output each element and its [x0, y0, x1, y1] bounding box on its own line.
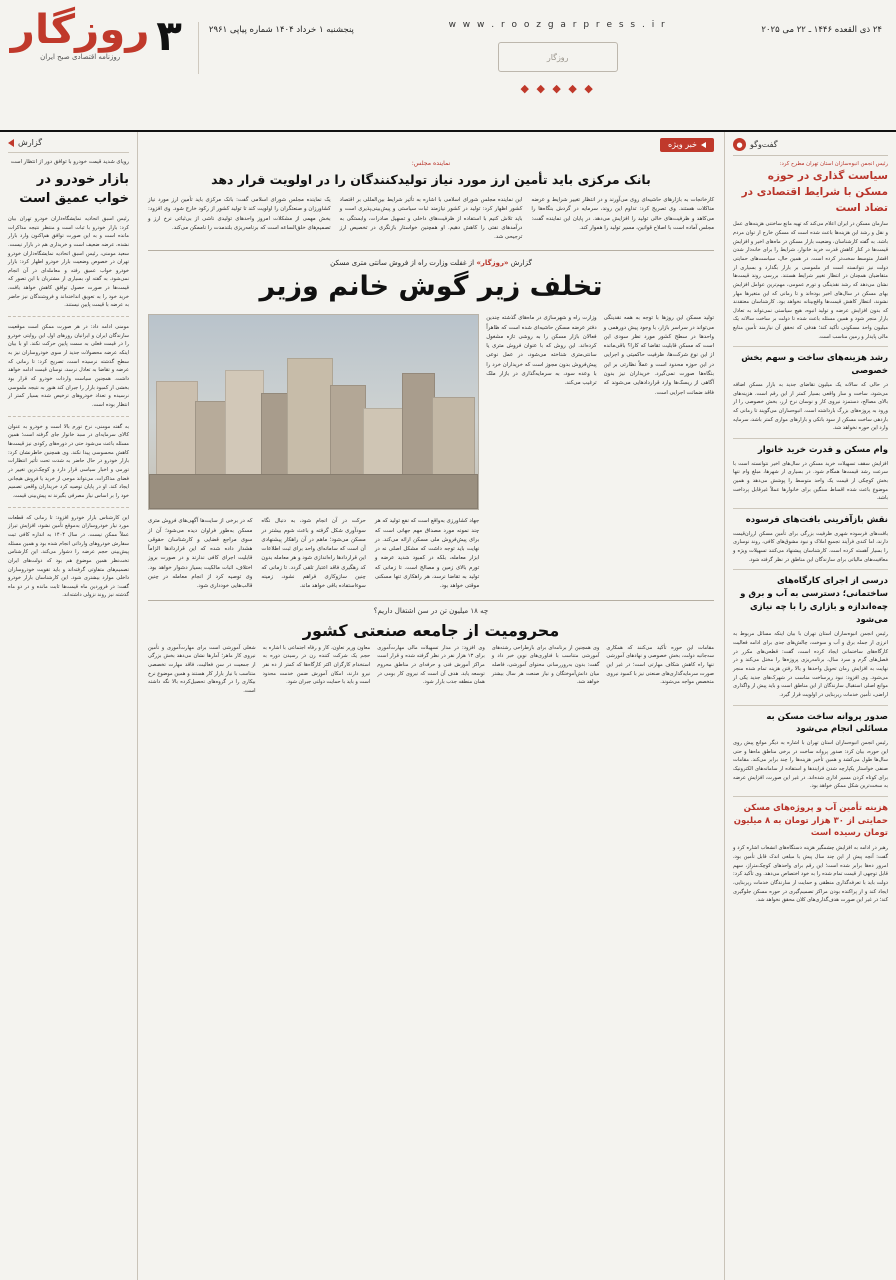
- right-rail-item2-body: در حالی که سالانه یک میلیون تقاضای جدید به بازار مسکن اضافه می‌شود، ساخت و ساز واقعی بسیار کمتر از این رقم است. هزینه‌های بالای مصالح، دستمزد نیروی کار و نوسان نرخ ارز، بخش خصوصی را از ورود به پروژه‌های بزرگ بازداشته است. انبوه‌سازان می‌گویند تا زمانی که بازدهی ساخت مسکن از سود بانکی و بازارهای موازی کمتر باشد، سرمایه وارد این حوزه نخواهد شد.: [733, 381, 888, 432]
- right-rail-item2-title: رشد هزینه‌های ساخت و سهم بخش خصوصی: [741, 353, 888, 377]
- left-rail-col-4: این کارشناس بازار خودرو افزود: تا زمانی که قطعات مورد نیاز خودروسازان به‌موقع تأمین نشود، افزایش تیراژ عملاً ممکن نیست. در سال ۱۴۰۴ به اندازه کافی ثبت سفارش خودروهای وارداتی انجام شده بود و همین مسئله پیش‌بینی حجم عرضه را دشوار می‌کند. این کارشناس تخت‌نظر همین موضوع هم بود که دولت‌های ایران تصمیم‌های متفاوتی گرفته‌اند و باید تقویت خودروسازان داخلی موارد بیشتری شود. این کارشناسان بازار خودرو گفت: در فروردین ماه قیمت‌ها ثابت مانده و در دو ماه گذشته نیز روند نزولی داشته‌اند.: [8, 514, 129, 599]
- right-rail-item4-title: نقش بازآفرینی بافت‌های فرسوده: [745, 514, 888, 525]
- play-triangle-icon: [701, 142, 706, 148]
- page-number: ۳: [156, 10, 182, 60]
- masthead-stamp: روزگار: [498, 42, 618, 72]
- right-rail-item7-title: هزینه تأمین آب و پروژه‌های مسکن حمایتی از ۳۰ هزار تومان به ۸ میلیون تومان رسیده است: [733, 802, 888, 839]
- right-rail-divider-5: [733, 705, 888, 706]
- masthead-dots: ◆ ◆ ◆ ◆ ◆: [520, 82, 595, 95]
- feature-photo-columns: [148, 517, 479, 591]
- right-rail-section-label: گفت‌وگو: [750, 140, 778, 149]
- speech-bubble-icon: ●: [733, 138, 746, 151]
- right-rail-section-header: [733, 138, 888, 156]
- masthead-divider-right: [198, 22, 199, 74]
- feature-col-2-wrap: [604, 314, 714, 591]
- left-rail-divider-1: [8, 316, 129, 317]
- bottom-story-col-3: وی افزود: در مدار تسهیلات مالی مهارت‌آموزی برای ۱۳ هزار نفر در نظر گرفته شده و قرار است مراکز آموزش فنی و حرفه‌ای در مناطق محروم توسعه یابد. هدف آن است که نیروی کار بومی در همان منطقه جذب بازار شود.: [377, 644, 485, 686]
- right-rail-divider-4: [733, 569, 888, 570]
- top-story-col-2: این نماینده مجلس شورای اسلامی با اشاره به تأثیر شرایط بین‌المللی بر اقتصاد کشور اظهار کرد: تولید در کشور نیازمند ثبات سیاستی و پیش‌بینی‌پذیری است و باید تلاش کنیم با استفاده از ظرفیت‌های داخلی و تسهیل صادرات، وابستگی به درآمدهای نفتی را کاهش دهیم. او همچنین خواستار بازنگری در تخصیص ارز ترجیحی شد.: [339, 197, 523, 241]
- top-story-headline: بانک مرکزی باید تأمین ارز مورد نیاز تولیدکنندگان را در اولویت قرار دهد: [211, 172, 651, 187]
- masthead-center: [354, 10, 762, 95]
- bottom-story-col-1: شغلی آموزشی است برای مهارت‌آموزی و تأمین نیروی کار ماهر؛ آمارها نشان می‌دهد بخش بزرگی از جمعیت در سن فعالیت، فاقد مهارت تخصصی متناسب با نیاز بازار کار هستند و همین موضوع نرخ بیکاری را در گروه‌های تحصیل‌کرده بالا نگه داشته است.: [148, 644, 256, 694]
- bottom-story-col-2: معاون وزیر تعاون، کار و رفاه اجتماعی با اشاره به حجم یک شرکت کننده زن در رسیدن دوره به استخدام کارگران اکثر کارگاه‌ها که کمتر از ده نفر نیرو دارند، امکان آموزش ضمن خدمت محدود است و باید با حمایت دولتی جبران شود.: [262, 644, 371, 686]
- bottom-story-col-5: مقامات این حوزه تأکید می‌کنند که همکاری سه‌جانبه دولت، بخش خصوصی و نهادهای آموزشی تنها راه کاهش شکاف مهارتی است؛ در غیر این صورت سرمایه‌گذاری‌های صنعتی نیز با کمبود نیروی متخصص مواجه می‌شوند.: [606, 644, 714, 686]
- feature-body-area: [148, 314, 714, 591]
- feature-col-3: که در برخی از سایت‌ها آگهی‌های فروش متری مسکن به‌طور فراوان دیده می‌شود؛ آن از سوی مراجع قضایی و کارشناسان حقوقی هشدار داده شده که این قراردادها الزاماً قابلیت اجرای کافی ندارند و در صورت بروز اختلاف، اثبات مالکیت بسیار دشوار خواهد بود. وی توصیه کرد از انجام معامله در چنین قالب‌هایی خودداری شود.: [148, 518, 253, 590]
- feature-col-5: جهاد کشاورزی به‌واقع است که نفع تولید که هر چند نمونه مورد مصداق مهم جهانی است که برای پیش‌فروش ملی مسکن ارائه می‌کند. در نهایت باید توجه داشت که مشکل اصلی نه در ابزار معامله، بلکه در کمبود شدید عرضه و تورم بالای زمین و مصالح است. تا زمانی که تولید به تقاضا نرسد، هر راهکاری تنها مسکنی موقتی خواهد بود.: [374, 518, 480, 590]
- bottom-story-col-4: وی همچنین از برنامه‌ای برای بازطراحی رشته‌های آموزشی متناسب با فناوری‌های نوین خبر داد و گفت: بدون به‌روزرسانی محتوای آموزشی، فاصله میان دانش‌آموختگان و نیاز صنعت هر سال بیشتر خواهد شد.: [491, 644, 600, 686]
- right-rail-divider-1: [733, 346, 888, 347]
- right-rail-item6-body: رئیس انجمن انبوه‌سازان استان تهران با اشاره به دیگر موانع پیش روی این حوزه، بیان کرد: صدور پروانه ساخت در برخی مناطق ماه‌ها و حتی سال‌ها طول می‌کشد و همین تأخیر هزینه‌ها را چند برابر می‌کند. مقامات صنفی خواستار یکپارچه شدن فرایندها و استفاده از سامانه‌های الکترونیک برای کوتاه کردن مسیر اداری شده‌اند. در غیر این صورت، افزایش عرضه به سخت‌ترین شکل ممکن خواهد بود.: [733, 740, 888, 790]
- left-rail-section-header: [8, 138, 129, 147]
- top-story-eyebrow: نماینده مجلس:: [411, 160, 451, 167]
- left-rail-divider-0: [8, 152, 129, 153]
- masthead-logo-block: [10, 7, 188, 61]
- right-rail-divider-3: [733, 508, 888, 509]
- right-rail-lead-eyebrow: رئیس انجمن انبوه‌سازان استان تهران مطرح کرد:: [779, 161, 888, 167]
- masthead-gregorian-text: ۲۴ ذی القعده ۱۴۴۶ ـ ۲۲ می ۲۰۲۵: [761, 25, 882, 35]
- feature-photo: [148, 314, 479, 510]
- right-rail-divider-6: [733, 796, 888, 797]
- play-triangle-icon: [8, 139, 14, 147]
- page-body: [0, 132, 896, 1280]
- left-rail-divider-2: [8, 416, 129, 417]
- masthead-date: [209, 10, 354, 38]
- left-rail-col-1: رئیس اسبق اتحادیه نمایشگاه‌داران خودرو تهران بیان کرد: بازار خودرو با ثبات است و منتظر نتیجه مذاکرات مانده است و به این صورت توافق هم‌اکنون وارد بازار نشده، عرضه ضعیف است و خریداری هم در بازار نیست. سعید مومنی، رئیس اسبق اتحادیه نمایشگاه‌داران خودرو تهران در خصوص وضعیت بازار خودرو اظهار کرد: بازار خودرو خواب عمیق رفته و معامله‌ای در آن انجام نمی‌شود. به گفته او، بسیاری از مشتریان با این تصور که قیمت‌ها در صورت حصول توافق کاهش خواهد یافت، خرید خود را به تعویق انداخته‌اند و فروشندگان نیز حاضر به عرضه با قیمت پایین نیستند.: [8, 215, 129, 309]
- center-column: [138, 132, 724, 1280]
- bottom-story-columns: [148, 644, 714, 696]
- center-section-flag: [660, 138, 714, 152]
- center-section-header: [148, 138, 714, 152]
- feature-kicker-brand: «روزگار»: [476, 259, 509, 268]
- center-section-label: خبر ویژه: [667, 140, 697, 149]
- masthead: [0, 0, 896, 132]
- right-rail-lead-title: سیاست گذاری در حوزه مسکن با شرایط اقتصادی در تضاد است: [741, 170, 888, 214]
- masthead-website: w w w . r o o z g a r p r e s s . i r: [448, 20, 667, 30]
- left-rail-divider-3: [8, 507, 129, 508]
- feature-kicker: [148, 259, 714, 267]
- left-rail-section-label: گزارش: [18, 138, 43, 147]
- right-rail-item5-body: رئیس انجمن انبوه‌سازان استان تهران با بیان اینکه مسائل مربوط به انرژی از جمله برق و آب و سوخت، چالش‌های جدی برای ادامه فعالیت کارگاه‌های ساختمانی ایجاد کرده است، گفت: قطعی‌های مکرر در فصل‌های گرم و سرد سال، برنامه‌ریزی پروژه‌ها را مختل می‌کند و در نهایت به افزایش زمان تحویل واحدها و بالا رفتن هزینه تمام شده منجر می‌شود. وی افزود: نبود زیرساخت مناسب در شهرک‌های جدید یکی از موانع اصلی استقبال سازندگان از این مناطق است و باید پیش از واگذاری اراضی، تأمین خدمات زیربنایی در اولویت قرار گیرد.: [733, 631, 888, 698]
- feature-photo-wrap: [148, 314, 479, 591]
- right-rail-lead-body: سازمان مسکن در ایران اعلام می‌کند که تهیه مانع ساختنی هزینه‌های عمل و نقل و رشد این هزینه‌ها باعث شده است که مسکن خارج از توان مردم باشد. به گفته کارشناسان، وضعیت بازار مسکن در ماه‌های اخیر و افزایش قیمت‌ها در کنار کاهش قدرت خرید خانوار، شرایط را برای خانه‌دار شدن اقشار متوسط سخت‌تر کرده است. در همین حال، سیاست‌های حمایتی دولت نیز نتوانسته است اثر ملموسی بر بازار بگذارد و بسیاری از متقاضیان همچنان در انتظار تغییر شرایط هستند. بررسی روند قیمت‌ها نشان می‌دهد که رشد نقدینگی و تورم عمومی، مهم‌ترین عوامل افزایش بهای مسکن در سال‌های اخیر بوده‌اند و تا زمانی که این متغیرها مهار نشوند، انتظار کاهش قیمت‌ها واقع‌بینانه نخواهد بود. کارشناسان معتقدند که بدون افزایش عرضه و تولید انبوه، هیچ سیاستی نمی‌تواند به تعادل بازار منجر شود و همین مسئله باعث شده تا دولت بر ساخت سالانه یک میلیون واحد مسکونی تأکید کند؛ هدفی که تحقق آن نیازمند تأمین منابع مالی پایدار و زمین مناسب است.: [733, 221, 888, 340]
- photo-foreground: [149, 474, 478, 509]
- left-rail-col-2: مومنی ادامه داد: در هر صورت ممکن است موقعیت سازندگان ایران و ایرانیان روزهای اول این روایتی خودرو را در قیمت فعلی به سمت پایین حرکت نکند. او با بیان اینکه عرضه محصولات جدید از سوی خودروسازان نیز به سطح گذشته نرسیده است، تصریح کرد: تا زمانی که عرضه و تقاضا به تعادل نرسد، نوسان قیمت ادامه خواهد داشت. همچنین سیاست واردات خودرو که قرار بود بخشی از کمبود بازار را جبران کند هنوز به نتیجه ملموسی نرسیده و تعداد خودروهای ترخیص شده بسیار کمتر از انتظار بوده است.: [8, 324, 129, 408]
- publication-logo: روزگار: [10, 7, 150, 53]
- top-story-columns: [148, 196, 714, 242]
- right-rail-item5-title: درسی از اجرای کارگاه‌های ساختمانی؛ دسترسی به آب و برق و چه‌ه‌اندازه و بازاری را با چه نیازی می‌شود: [740, 576, 888, 625]
- center-divider-1: [148, 250, 714, 251]
- left-rail-headline: بازار خودرو در خواب عمیق است: [19, 172, 129, 207]
- feature-col-2: تولید مسکن این روزها با توجه به همه نقدینگی می‌تواند در سراسر بازار، با وجود پیش دورهمی و واحدها در سطح کشور مورد نظر سودی این است که مسکن قابلیت تقاضا که کارا؟ باقی‌مانده از این نوع شرکت‌ها، ظرفیت حاکمیتی و اجرایی در این حوزه محدود است و عملاً نظارتی بر این بنگاه‌ها صورت نمی‌گیرد. خریداران نیز بدون آگاهی از ریسک‌ها وارد قراردادهایی می‌شوند که فاقد ضمانت اجرایی است.: [603, 315, 715, 396]
- right-rail-item6-title: صدور پروانه ساخت مسکن به مسائلی انجام می‌شود: [766, 711, 888, 735]
- left-rail-eyebrow: رویای شدید قیمت خودرو با توافق دور از انتظار است: [10, 159, 129, 165]
- right-rail-divider-2: [733, 438, 888, 439]
- feature-col-4: حرکت در آن انجام شود، به دنبال نگاه سودآوری شکل گرفته و باعث شوم بیشتر در مسکن می‌شود؛ ماهم در آن راهکار پیشنهادی آن است که سامانه‌ای واحد برای ثبت اطلاعات این قراردادها راه‌اندازی شود و هر معامله بدون کد رهگیری فاقد اعتبار تلقی گردد. تا زمانی که چنین سازوکاری فراهم نشود، زمینه سوءاستفاده باقی خواهد ماند.: [261, 518, 366, 590]
- publication-subtitle: روزنامه اقتصادی صبح ایران: [40, 53, 121, 61]
- right-rail-item7-body: رهبر در ادامه به افزایش چشمگیر هزینه دستگاه‌های انشعاب اشاره کرد و گفت: آنچه پیش از این چند سال پیش با مبلغی اندک قابل تأمین بود، امروز ده‌ها برابر شده است؛ این رقم برای واحدهای کوچک‌متراژ، سهم قابل توجهی از قیمت تمام شده را به خود اختصاص می‌دهد. وی تأکید کرد: دولت باید با تعرفه‌گذاری منطقی و حمایت از سازندگان خدمات زیربنایی، ایجاد کند و از پراکنده بودن مراکز تصمیم‌گیری در حوزه مسکن جلوگیری کند؛ در غیر این صورت هدف‌گذاری‌های کلان محقق نخواهد شد.: [733, 845, 888, 904]
- right-rail-item3-title: وام مسکن و قدرت خرید خانوار: [757, 444, 888, 455]
- feature-kicker-pre: گزارش: [510, 259, 532, 268]
- left-rail: [0, 132, 138, 1280]
- bottom-story-headline: محرومیت از جامعه صنعتی کشور: [302, 620, 560, 640]
- masthead-gregorian-date: [761, 10, 882, 38]
- feature-col-1: وزارت راه و شهرسازی در ماه‌های گذشته چندین دفتر عرضه مسکن حاشیه‌ای شده است که ظاهراً فعالان بازار مسکن را به روشی تازه مشغول کرده‌اند. این روش که با عنوان فروش متری یا سانتی‌متری شناخته می‌شود، در عمل نوعی پیش‌فروش بدون مجوز است که خریداران خرد را با وعده سود، به سرمایه‌گذاری در بازار ملک ترغیب می‌کند.: [486, 315, 597, 387]
- feature-headline: تخلف زیر گوش خانم وزیر: [259, 271, 603, 303]
- top-story-col-1: یک نماینده مجلس شورای اسلامی گفت: بانک مرکزی باید تأمین ارز مورد نیاز کشاورزان و صنعتگران را اولویت کند تا تولید کشور از رکود خارج شود. وی افزود: بخش مهمی از مشکلات امروز واحدهای تولیدی ناشی از بی‌ثباتی نرخ ارز و تصمیم‌های خلق‌الساعه است که برنامه‌ریزی بلندمدت را ناممکن می‌کند.: [148, 197, 331, 231]
- bottom-story-kicker: چه ۱۸ میلیون تن در سن اشتغال داریم؟: [373, 606, 489, 615]
- top-story-col-3: کارخانجات به بازارهای حاشیه‌ای روی می‌آورند و در انتظار تغییر شرایط و عرضه مناکلات هستند. وی تصریح کرد: تداوم این روند، سرمایه در گردش بنگاه‌ها را می‌کاهد و ظرفیت‌های خالی تولید را افزایش می‌دهد. در پایان این نماینده گفت: مجلس آماده است با اصلاح قوانین، مسیر تولید را هموار کند.: [531, 197, 715, 231]
- feature-col-1-wrap: [486, 314, 596, 591]
- right-rail-item3-body: افزایش سقف تسهیلات خرید مسکن در سال‌های اخیر نتوانسته است با سرعت رشد قیمت‌ها همگام شود. در بسیاری از شهرها، مبلغ وام تنها بخش کوچکی از قیمت یک واحد متوسط را پوشش می‌دهد و همین موضوع باعث شده اقساط سنگین برای خانوارها عملاً غیرقابل پرداخت باشد.: [733, 460, 888, 502]
- masthead-date-text: پنجشنبه ۱ خرداد ۱۴۰۴ شماره پیاپی ۲۹۶۱: [208, 25, 354, 35]
- feature-kicker-post: از غفلت وزارت راه از فروش سانتی متری مسکن: [330, 259, 475, 268]
- center-divider-2: [148, 600, 714, 601]
- right-rail-item4-body: بافت‌های فرسوده شهری ظرفیت بزرگی برای تأمین مسکن ارزان‌قیمت دارند، اما کندی فرآیند تجمیع املاک و نبود مشوق‌های کافی، روند نوسازی را بسیار آهسته کرده است. کارشناسان پیشنهاد می‌کنند تسهیلات ویژه و معافیت‌های مالیاتی برای سازندگان این مناطق در نظر گرفته شود.: [733, 530, 888, 563]
- left-rail-col-3: به گفته مومنی، نرخ تورم بالا است و خودرو به عنوان کالای سرمایه‌ای در سبد خانوار جای گرفته است؛ همین مسئله باعث می‌شود حتی در دوره‌های رکودی نیز قیمت‌ها کاهش محسوسی پیدا نکند. وی همچنین خاطرنشان کرد: بازار خودرو در حال حاضر به شدت تحت تأثیر انتظارات تورمی و اخبار سیاسی قرار دارد و کوچک‌ترین تغییر در فضای مذاکرات، می‌تواند موجی از خرید یا فروش هیجانی ایجاد کند. او در پایان توصیه کرد خریداران واقعی تصمیم خود را بر اساس نیاز مصرفی بگیرند نه پیش‌بینی قیمت.: [8, 423, 129, 499]
- right-rail: [724, 132, 896, 1280]
